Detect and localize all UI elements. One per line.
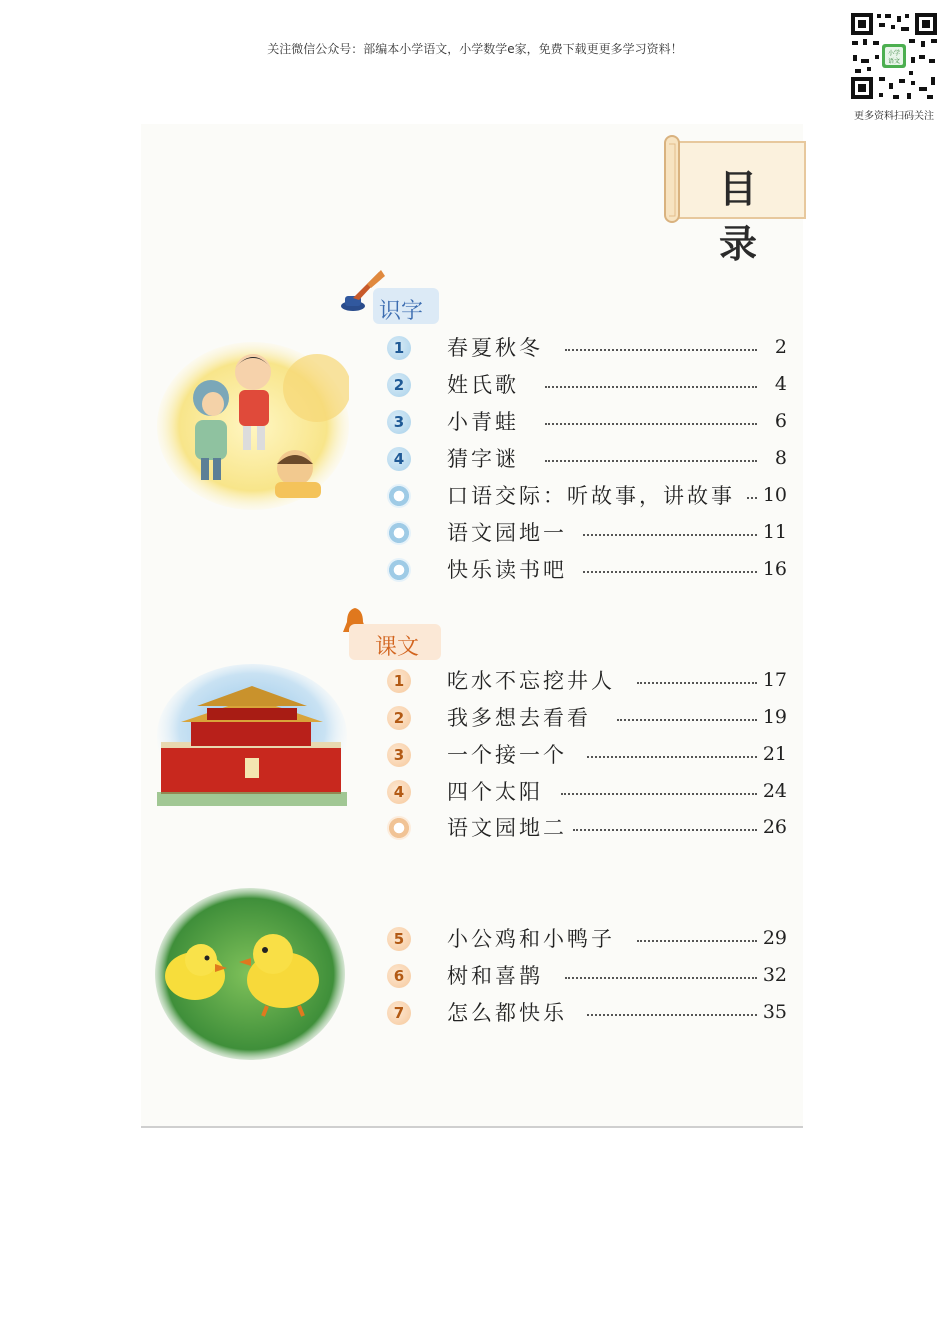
- toc-entry-leader: [583, 571, 757, 573]
- toc-entry-number: 3: [387, 743, 411, 767]
- toc-entry-title: 快乐读书吧: [447, 558, 567, 582]
- toc-entry-number: 3: [387, 410, 411, 434]
- toc-entry-title: 语文园地一: [447, 521, 567, 545]
- toc-entry-leader: [573, 829, 757, 831]
- toc-entry-page: 8: [774, 447, 787, 469]
- qr-caption: 更多资料扫码关注: [854, 111, 934, 122]
- toc-entry-bullet-icon: [387, 521, 411, 545]
- toc-entry-number: 1: [387, 336, 411, 360]
- toc-entry-title: 春夏秋冬: [447, 336, 543, 360]
- toc-entry[interactable]: [141, 369, 803, 401]
- toc-entry[interactable]: [141, 997, 803, 1029]
- toc-entry[interactable]: [141, 776, 803, 808]
- page-title: 目录: [719, 166, 764, 266]
- toc-entry-page: 2: [774, 336, 787, 358]
- toc-entry[interactable]: [141, 812, 803, 844]
- toc-entry-leader: [747, 497, 757, 499]
- toc-entry-page: 19: [762, 706, 787, 728]
- toc-entry-leader: [565, 977, 757, 979]
- toc-entry-title: 语文园地二: [447, 816, 567, 840]
- toc-entry[interactable]: [141, 702, 803, 734]
- toc-entry[interactable]: [141, 443, 803, 475]
- toc-page: [141, 124, 803, 1128]
- toc-entry[interactable]: [141, 923, 803, 955]
- toc-entry-number: 5: [387, 927, 411, 951]
- header-notice: 关注微信公众号：部编本小学语文，小学数学e家，免费下载更更多学习资料！: [267, 42, 683, 56]
- toc-entry-page: 6: [774, 410, 787, 432]
- toc-entry-leader: [545, 423, 757, 425]
- section-label-shizi: 识字: [379, 299, 424, 324]
- toc-entry[interactable]: [141, 517, 803, 549]
- toc-entry-number: 2: [387, 706, 411, 730]
- toc-entry-page: 11: [762, 521, 787, 543]
- toc-entry-page: 21: [762, 743, 787, 765]
- toc-entry-page: 24: [762, 780, 787, 802]
- toc-entry-title: 猜字谜: [447, 447, 519, 471]
- toc-entry-page: 17: [762, 669, 787, 691]
- toc-entry-page: 10: [762, 484, 787, 506]
- toc-entry-leader: [637, 682, 757, 684]
- toc-entry-number: 6: [387, 964, 411, 988]
- toc-entry-page: 26: [762, 816, 787, 838]
- toc-entry-title: 一个接一个: [447, 743, 567, 767]
- toc-entry-leader: [617, 719, 757, 721]
- toc-entry-title: 我多想去看看: [447, 706, 591, 730]
- toc-entry[interactable]: [141, 739, 803, 771]
- toc-entry-leader: [561, 793, 757, 795]
- toc-entry-bullet-icon: [387, 816, 411, 840]
- toc-entry-number: 7: [387, 1001, 411, 1025]
- toc-entry-title: 小公鸡和小鸭子: [447, 927, 615, 951]
- svg-text:语文: 语文: [887, 58, 901, 65]
- toc-entry[interactable]: [141, 480, 803, 512]
- svg-text:小学: 小学: [887, 50, 901, 57]
- toc-entry-number: 1: [387, 669, 411, 693]
- toc-entry-title: 怎么都快乐: [447, 1001, 567, 1025]
- qr-code[interactable]: [849, 11, 939, 101]
- toc-entry-title: 口语交际：听故事，讲故事: [447, 484, 735, 508]
- toc-entry-page: 16: [762, 558, 787, 580]
- toc-entry-number: 4: [387, 780, 411, 804]
- toc-entry-title: 树和喜鹊: [447, 964, 543, 988]
- toc-entry[interactable]: [141, 554, 803, 586]
- toc-entry[interactable]: [141, 665, 803, 697]
- toc-entry-page: 4: [774, 373, 787, 395]
- section-label-kewen: 课文: [375, 635, 420, 660]
- toc-entry-leader: [587, 756, 757, 758]
- toc-entry-title: 小青蛙: [447, 410, 519, 434]
- toc-entry-title: 吃水不忘挖井人: [447, 669, 615, 693]
- toc-entry-title: 四个太阳: [447, 780, 543, 804]
- toc-entry-bullet-icon: [387, 484, 411, 508]
- toc-entry-bullet-icon: [387, 558, 411, 582]
- toc-entry[interactable]: [141, 406, 803, 438]
- toc-entry-page: 29: [762, 927, 787, 949]
- toc-entry[interactable]: [141, 332, 803, 364]
- toc-entry-leader: [565, 349, 757, 351]
- toc-entry[interactable]: [141, 960, 803, 992]
- toc-entry-leader: [637, 940, 757, 942]
- toc-entry-leader: [545, 460, 757, 462]
- toc-entry-leader: [583, 534, 757, 536]
- toc-entry-page: 35: [762, 1001, 787, 1023]
- toc-entry-number: 4: [387, 447, 411, 471]
- toc-entry-leader: [545, 386, 757, 388]
- toc-entry-page: 32: [762, 964, 787, 986]
- toc-entry-title: 姓氏歌: [447, 373, 519, 397]
- toc-entry-leader: [587, 1014, 757, 1016]
- toc-entry-number: 2: [387, 373, 411, 397]
